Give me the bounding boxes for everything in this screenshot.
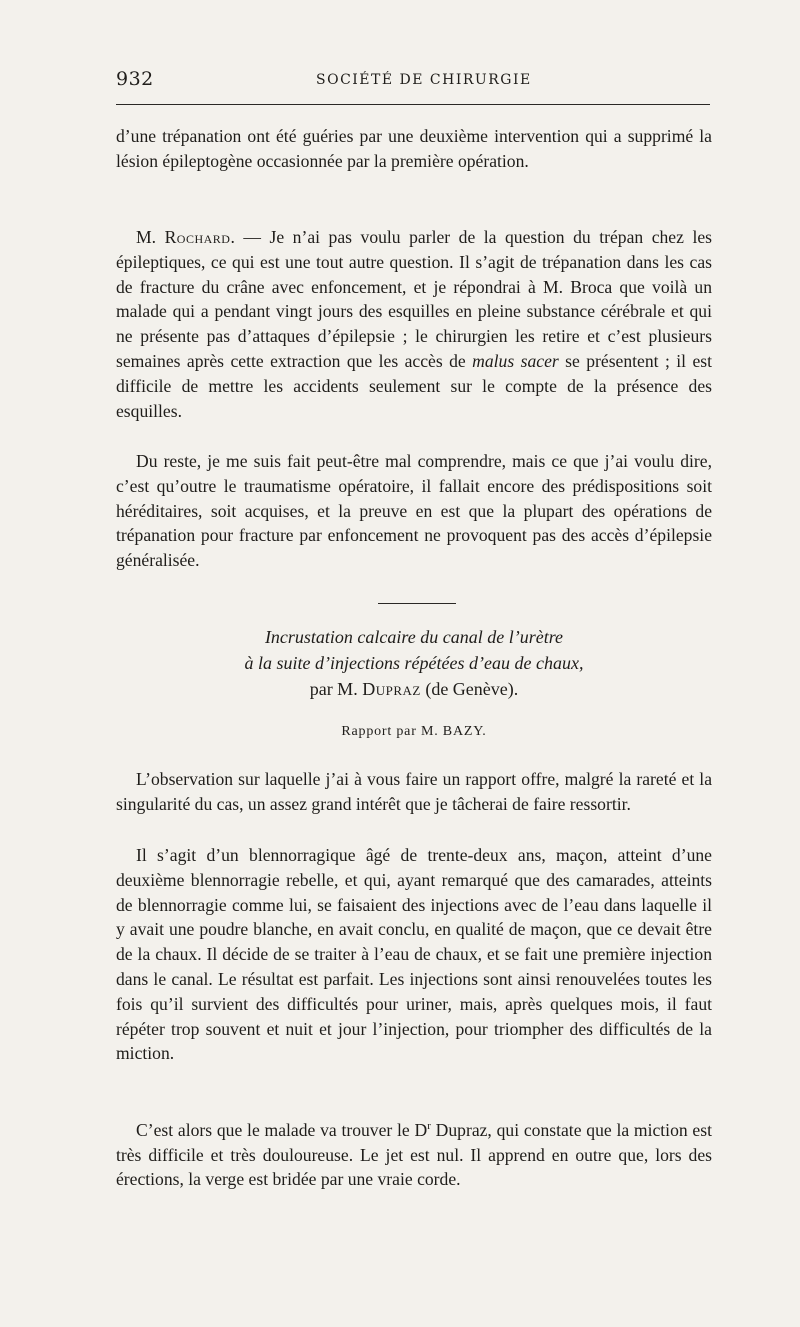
rochard-text-b: se présentent ; il est difficile de mettre les accidents seulement sur le compte de la présence des esquilles.: [116, 350, 713, 421]
page-header: [116, 64, 711, 96]
running-head: SOCIÉTÉ DE CHIRURGIE: [316, 72, 532, 88]
paragraph-observation: L’observation sur laquelle j’ai à vous faire un rapport offre, malgré la rareté et la singularité du cas, un assez grand intérêt que je tâcherai de faire ressortir.: [116, 769, 712, 814]
speaker-name: Rochard: [164, 227, 231, 247]
superscript-r: r: [427, 1120, 431, 1132]
paragraph-continuation: d’une trépanation ont été guéries par une deuxième intervention qui a supprimé la lésion épileptogène occasionnée par la première opération.: [116, 126, 712, 171]
paragraph-du-reste: Du reste, je me suis fait peut-être mal comprendre, mais ce que j’ai voulu dire, c’est qu’outre le traumatisme opératoire, il fallait encore des prédispositions soit héréditaires, soit acquises, et la preuve en est que la plupart des opérations de trépanation pour fracture par enfoncement ne provoquent pas des accès d’épilepsie généralisée.: [116, 451, 712, 571]
paragraph-case: Il s’agit d’un blennorragique âgé de trente-deux ans, maçon, atteint d’une deuxième blennorragie rebelle, et qui, ayant remarqué que des camarades, atteints de blennorragie comme lui, se faisaient des injections avec de l’eau dans laquelle il y avait une poudre blanche, en avait conclu, en qualité de maçon, que ce devait être de la chaux. Il décide de se traiter à l’eau de chaux, et se fait une première injection dans le canal. Le résultat est parfait. Les injections sont ainsi renouvelées toutes les fois qu’il survient des difficultés pour uriner, mais, après quelques mois, il faut répéter trop souvent et nuit et jour l’injection, pour triompher des difficultés de la miction.: [116, 845, 712, 1064]
section-separator: [378, 603, 456, 604]
report-byline: Rapport par M. BAZY.: [341, 724, 487, 739]
rochard-text-a: Je n’ai pas voulu parler de la question du trépan chez les épileptiques, ce qui est une tout autre question. Il s’agit de trépanation dans les cas de fracture du crâne avec enfoncement, et je répondrai à M. Broca que voilà un malade qui a pendant vingt jours des esquilles en pleine substance cérébrale et qui ne présente pas d’attaques d’épilepsie ; le chirurgien les retire et c’est plusieurs semaines après cette extraction que les accès de: [116, 227, 712, 371]
speaker-prefix: M.: [136, 227, 165, 247]
speaker-dash: . —: [230, 227, 270, 247]
author-name: Dupraz: [362, 679, 421, 699]
paragraph-rochard: [116, 225, 712, 423]
paragraph-dupraz: C’est alors que le malade va trouver le $D^r$ Dupraz, qui constate que la miction est très difficile et très douloureuse. Le jet est nul. Il apprend en outre que, lors des érections, la verge est bridée par une vraie corde.: [116, 1119, 712, 1190]
rochard-italic: malus sacer: [472, 350, 559, 371]
article-title: [116, 624, 712, 702]
page-number: 932: [116, 68, 154, 90]
title-line-3: par M. Dupraz (de Genève).: [309, 679, 519, 699]
header-rule: [116, 104, 710, 105]
title-line-2: à la suite d’injections répétées d’eau de chaux,: [244, 653, 584, 673]
title-line-1: Incrustation calcaire du canal de l’urètre: [264, 627, 564, 647]
